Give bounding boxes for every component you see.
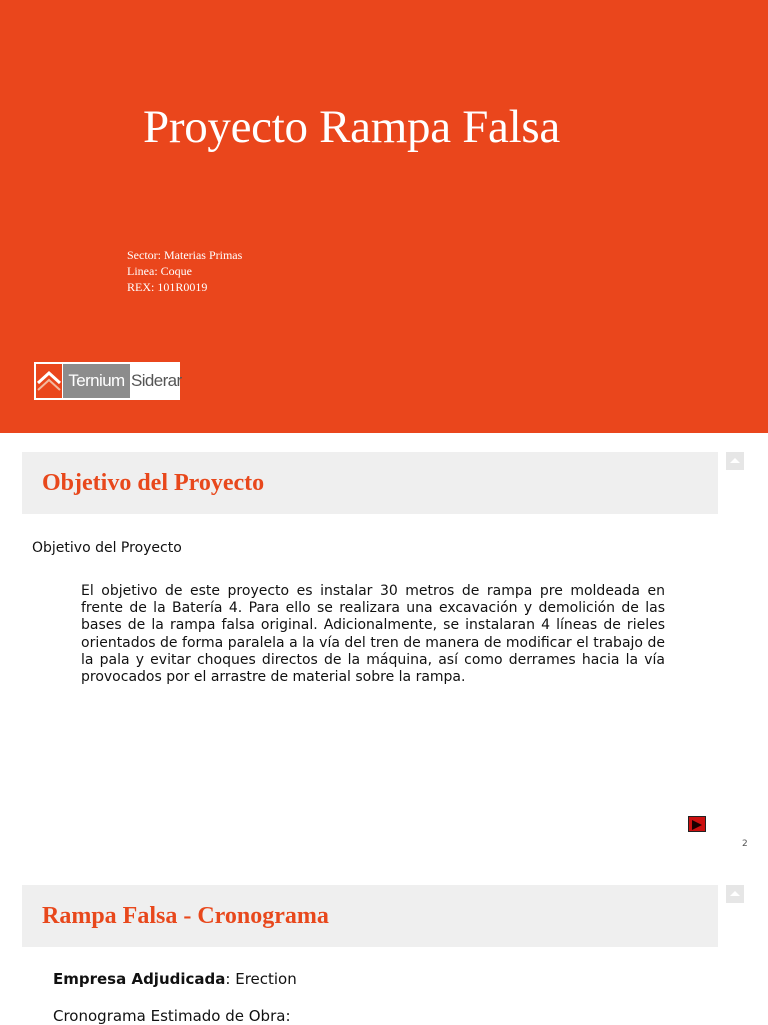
heading-band	[22, 452, 718, 514]
objective-slide	[0, 433, 768, 866]
objective-paragraph: El objetivo de este proyecto es instalar 30 metros de rampa pre moldeada en frente de la Batería 4. Para ello se realizara una excavación y demolición de las bases de la rampa falsa original. Adicionalmente, se instalaran 4 líneas de rieles orientados de forma paralela a la vía del tren de manera de modificar el trabajo de la pala y evitar choques directos de la máquina, así como derrames hacia la vía provocados por el arrastre de material sobre la rampa.	[81, 583, 665, 686]
triangle-up-icon	[726, 452, 744, 470]
next-slide-button[interactable]	[688, 816, 706, 832]
empresa-line	[53, 970, 297, 988]
scroll-up-button[interactable]	[726, 885, 744, 903]
rex-text: REX: 101R0019	[127, 280, 208, 294]
section-subheading: Objetivo del Proyecto	[32, 540, 182, 556]
heading-band	[22, 885, 718, 947]
sector-text: Sector: Materias Primas	[127, 248, 243, 262]
triangle-up-icon	[726, 885, 744, 903]
project-info	[127, 247, 242, 295]
scroll-up-button[interactable]	[726, 452, 744, 470]
linea-text: Linea: Coque	[127, 264, 192, 278]
play-right-icon	[689, 818, 705, 832]
empresa-value: : Erection	[225, 970, 297, 988]
ternium-siderar-logo	[34, 362, 180, 400]
cronograma-text: Cronograma Estimado de Obra:	[53, 1007, 291, 1025]
logo-roof-icon	[36, 364, 62, 398]
logo-word-siderar: Siderar	[131, 364, 178, 398]
page-number: 2	[742, 839, 748, 849]
schedule-slide	[0, 866, 768, 1024]
slide-title: Proyecto Rampa Falsa	[143, 101, 560, 153]
logo-word-ternium: Ternium	[63, 364, 130, 398]
slide-heading: Rampa Falsa - Cronograma	[42, 903, 329, 929]
empresa-label: Empresa Adjudicada	[53, 970, 226, 988]
slide-heading: Objetivo del Proyecto	[42, 470, 265, 496]
cover-slide	[0, 0, 768, 433]
